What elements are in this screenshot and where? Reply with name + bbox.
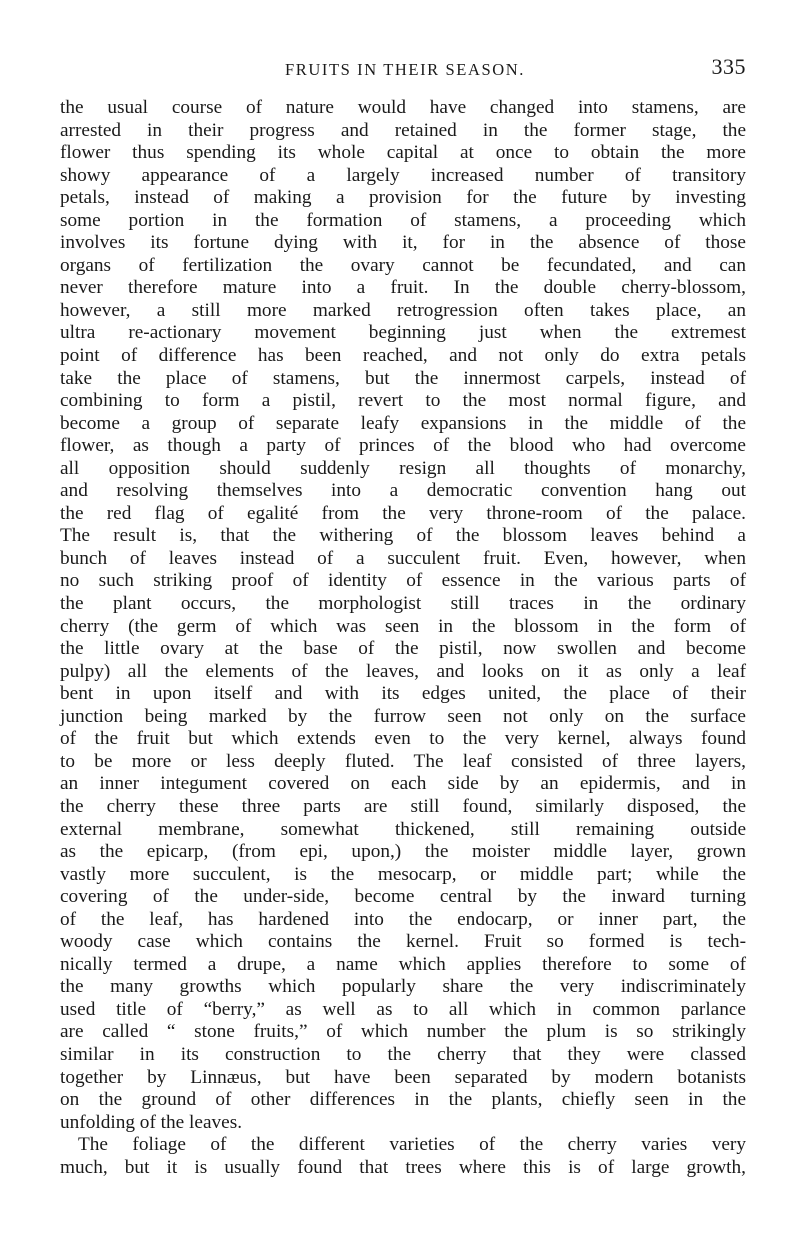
text-line: arrested in their progress and retained in the former stage, the [60,119,746,141]
text-line: flower, as though a party of princes of the blood who had overcome [60,435,746,457]
text-line: combining to form a pistil, revert to the most normal figure, and [60,390,746,412]
text-line: cherry (the germ of which was seen in the blossom in the form of [60,615,746,637]
text-line: bent in upon itself and with its edges united, the place of their [60,683,746,705]
text-line: all opposition should suddenly resign all thoughts of monarchy, [60,457,746,479]
text-line: no such striking proof of identity of essence in the various parts of [60,570,746,592]
text-line: of the leaf, has hardened into the endocarp, or inner part, the [60,908,746,930]
text-line: as the epicarp, (from epi, upon,) the moister middle layer, grown [60,841,746,863]
text-line: the cherry these three parts are still found, similarly disposed, the [60,795,746,817]
text-line: ultra re-actionary movement beginning just when the extremest [60,322,746,344]
text-line: woody case which contains the kernel. Fruit so formed is tech- [60,931,746,953]
text-line: covering of the under-side, become central by the inward turning [60,886,746,908]
text-line: vastly more succulent, is the mesocarp, or middle part; while the [60,863,746,885]
text-line: the many growths which popularly share the very indiscriminately [60,976,746,998]
text-line: take the place of stamens, but the innermost carpels, instead of [60,367,746,389]
text-line: an inner integument covered on each side by an epidermis, and in [60,773,746,795]
text-line: are called “ stone fruits,” of which number the plum is so strikingly [60,1021,746,1043]
text-line: used title of “berry,” as well as to all which in common parlance [60,998,746,1020]
text-line: The foliage of the different varieties of the cherry varies very [78,1134,746,1156]
running-title: FRUITS IN THEIR SEASON. [284,60,525,79]
text-line: point of difference has been reached, and not only do extra petals [60,345,746,367]
text-line: on the ground of other differences in the plants, chiefly seen in the [60,1089,746,1111]
text-line: the plant occurs, the morphologist still traces in the ordinary [60,593,746,615]
text-line: to be more or less deeply fluted. The leaf consisted of three layers, [60,750,746,772]
text-line: nically termed a drupe, a name which applies therefore to some of [60,953,746,975]
text-line: similar in its construction to the cherry that they were classed [60,1043,746,1065]
text-line: bunch of leaves instead of a succulent fruit. Even, however, when [60,547,746,569]
text-line: unfolding of the leaves. [60,1111,243,1133]
text-line: some portion in the formation of stamens, a proceeding which [60,209,746,231]
text-line: petals, instead of making a provision for the future by investing [60,187,746,209]
text-line: external membrane, somewhat thickened, still remaining outside [60,818,746,840]
page-number: 335 [711,54,746,79]
text-line: the red flag of egalité from the very throne-room of the palace. [60,502,746,524]
text-line: the little ovary at the base of the pistil, now swollen and become [60,638,746,660]
text-line: never therefore mature into a fruit. In the double cherry-blossom, [60,277,746,299]
text-line: flower thus spending its whole capital at once to obtain the more [60,142,746,164]
text-line: organs of fertilization the ovary cannot be fecundated, and can [60,254,746,276]
text-line: much, but it is usually found that trees where this is of large growth, [60,1156,746,1178]
text-line: the usual course of nature would have changed into stamens, are [60,97,746,118]
text-line: together by Linnæus, but have been separated by modern botanists [60,1066,746,1088]
text-line: and resolving themselves into a democratic convention hang out [60,480,746,502]
text-line: The result is, that the withering of the blossom leaves behind a [60,525,746,547]
text-line: become a group of separate leafy expansions in the middle of the [60,412,746,434]
running-head [60,54,750,84]
text-line: pulpy) all the elements of the leaves, and looks on it as only a leaf [60,660,746,682]
text-line: of the fruit but which extends even to the very kernel, always found [60,728,746,750]
text-line: showy appearance of a largely increased number of transitory [60,164,746,186]
text-line: involves its fortune dying with it, for in the absence of those [60,232,746,254]
body-text [60,97,746,1179]
text-line: junction being marked by the furrow seen not only on the surface [60,705,746,727]
text-line: however, a still more marked retrogression often takes place, an [60,299,746,321]
